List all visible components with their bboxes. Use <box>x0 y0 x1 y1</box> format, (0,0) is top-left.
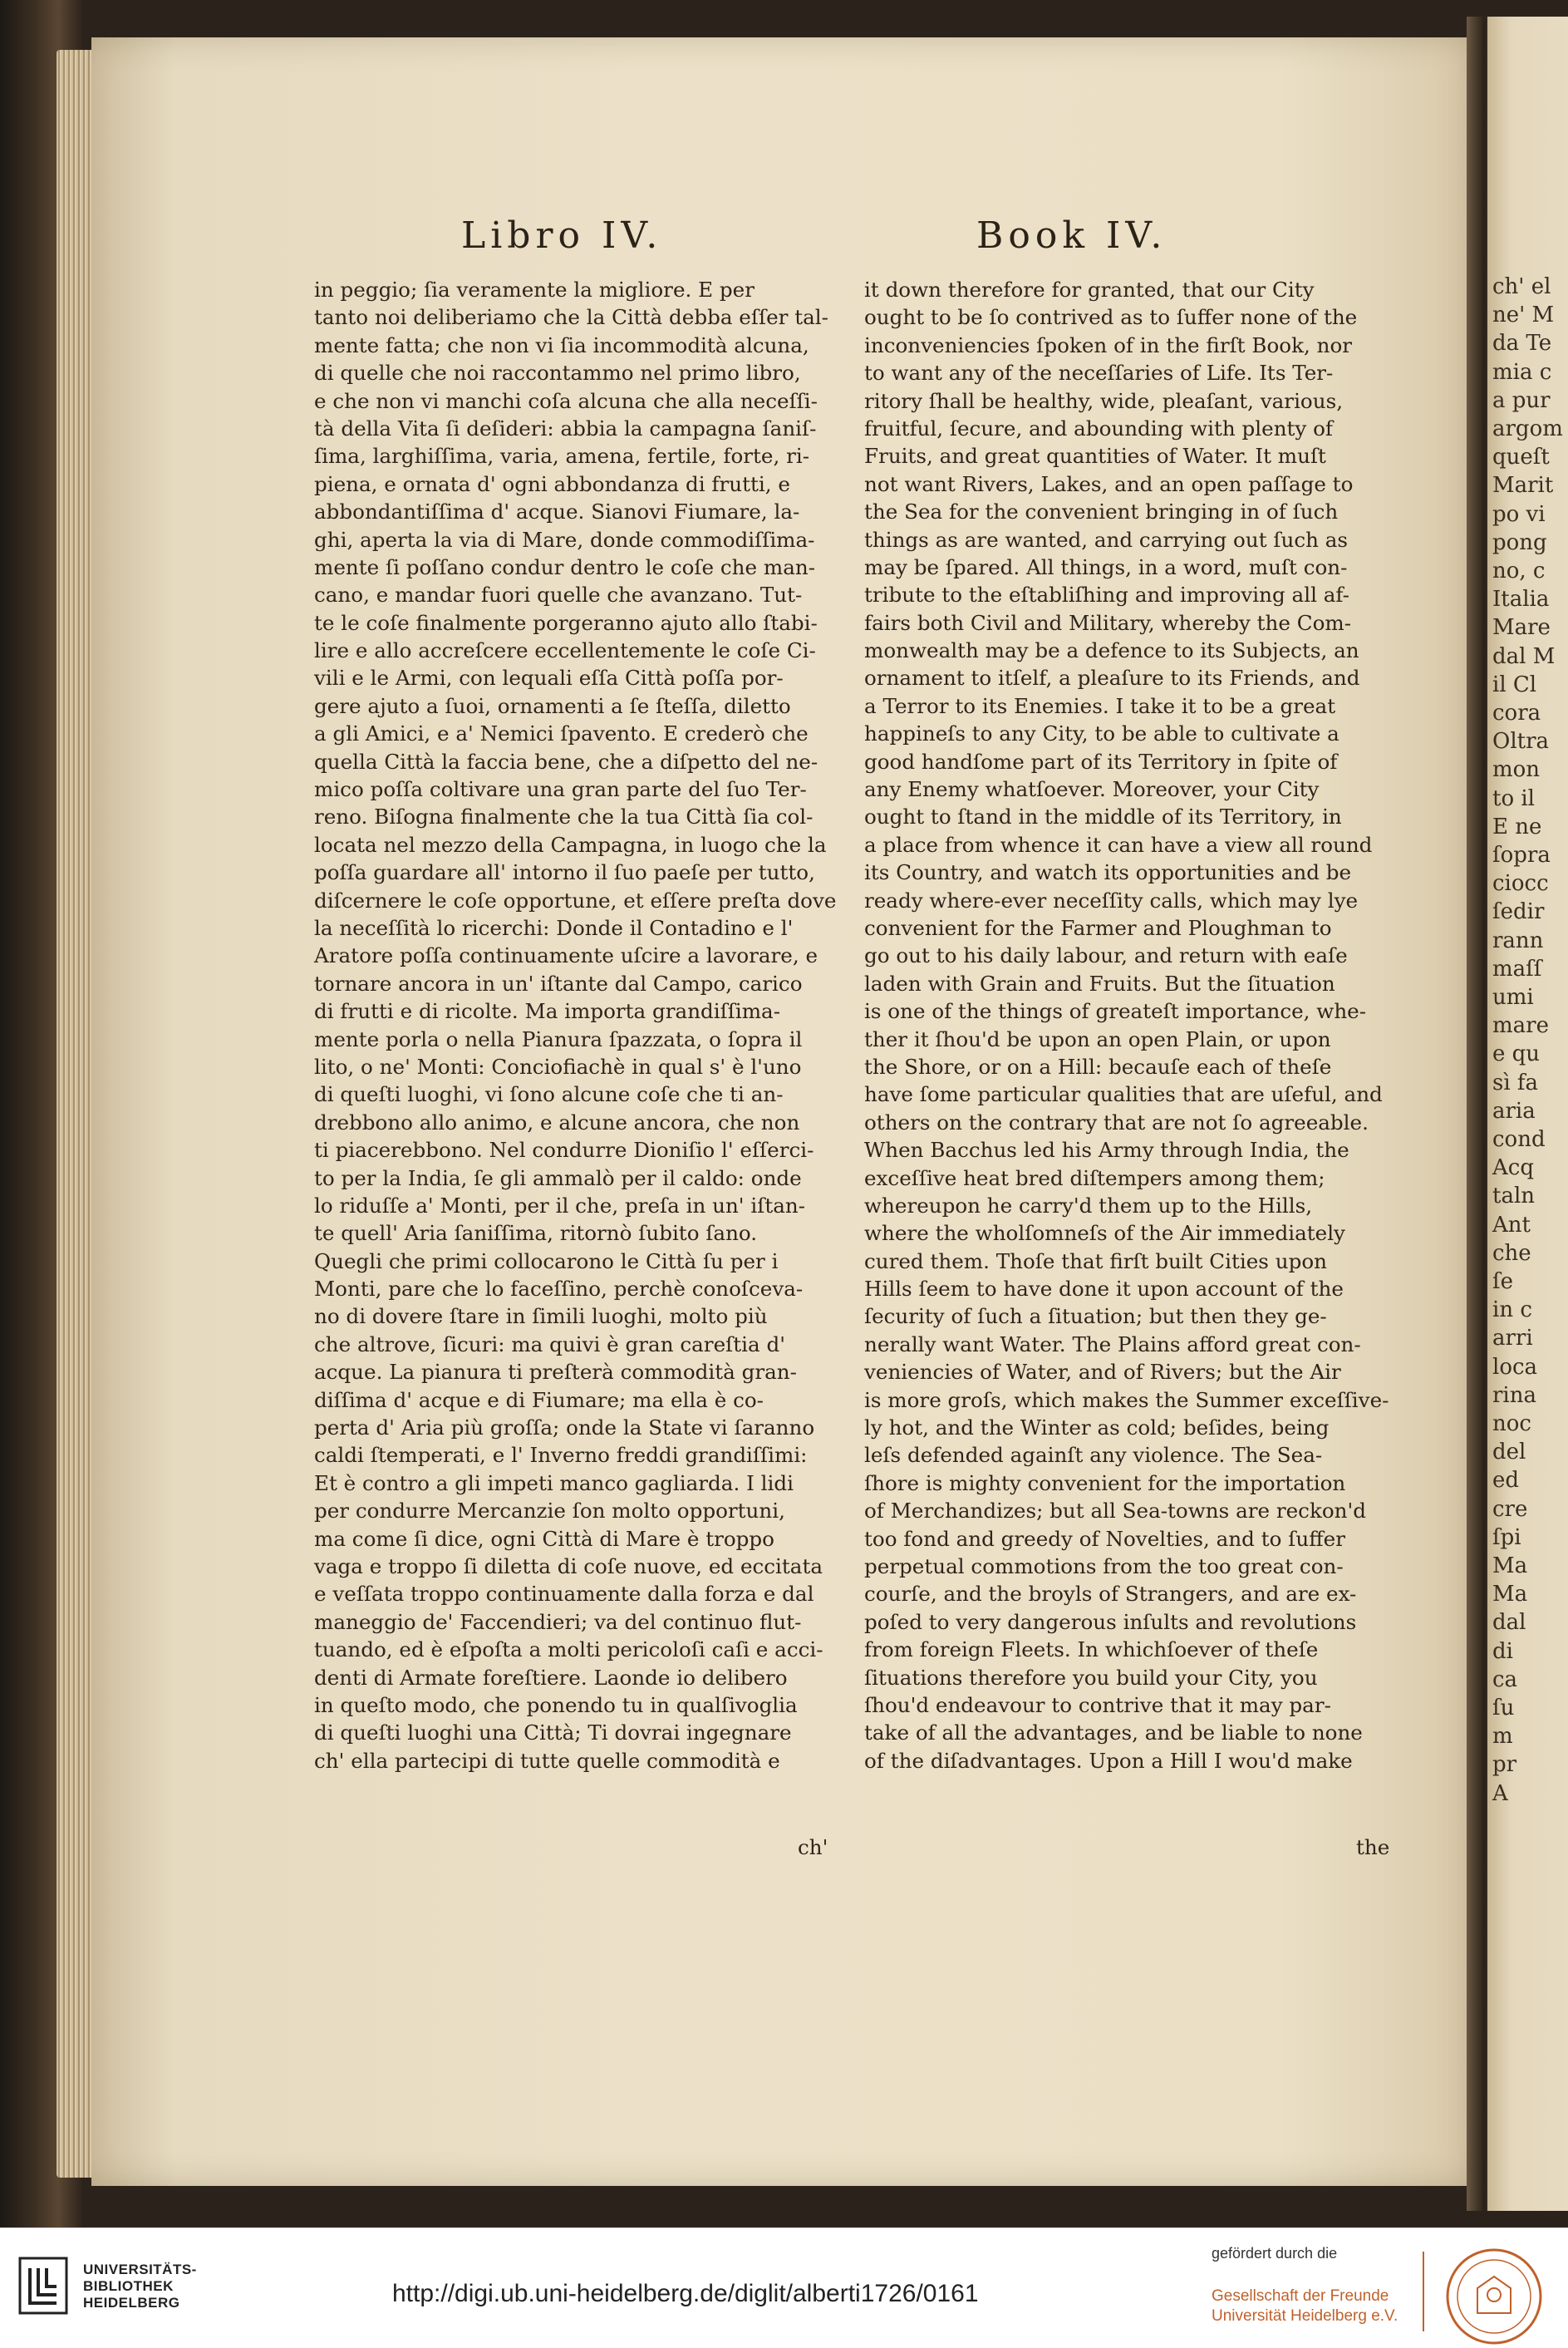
text-line: happineſs to any City, to be able to cultivate a <box>864 721 1339 746</box>
text-line: ritory ſhall be healthy, wide, pleaſant, various, <box>864 388 1344 413</box>
text-line: of the diſadvantages. Upon a Hill I wou'd make <box>864 1748 1353 1773</box>
text-line: may be ſpared. All things, in a word, muſt con- <box>864 554 1348 579</box>
text-line: mente porla o nella Pianura ſpazzata, o ſopra il <box>314 1026 803 1051</box>
text-line: vili e le Armi, con lequali eſſa Città poſſa por- <box>314 666 784 691</box>
text-line: good handſome part of its Territory in ſpite of <box>864 749 1338 774</box>
ub-heidelberg-logo-icon <box>18 2257 68 2315</box>
text-line: veniencies of Water, and of Rivers; but the Air <box>864 1360 1341 1385</box>
text-line: denti di Armate foreſtiere. Laonde io delibero <box>314 1665 788 1690</box>
text-line: inconveniencies ſpoken of in the firſt Book, nor <box>864 332 1353 357</box>
text-line: ornament to itſelf, a pleaſure to its Friends, and <box>864 666 1360 691</box>
next-page-fragment: sì fa <box>1492 1070 1539 1095</box>
text-line: lito, o ne' Monti: Conciofiachè in qual s' è l'uno <box>314 1054 802 1079</box>
text-line: its Country, and watch its opportunities and be <box>864 860 1352 885</box>
next-page-fragment: queſt <box>1492 445 1550 470</box>
next-page-fragment: no, c <box>1492 559 1546 583</box>
next-page-fragment: Mare <box>1492 615 1551 641</box>
text-line: ti piacerebbono. Nel condurre Dioniſio l' eſſerci- <box>314 1138 814 1163</box>
next-page-fragment: ſu <box>1492 1696 1515 1720</box>
text-line: caldi ſtemperati, e l' Inverno freddi grandiſſimi: <box>314 1443 808 1468</box>
text-line: lo riduſſe a' Monti, per il che, preſa in un' iſtan- <box>314 1193 806 1218</box>
latin-running-header: Libro IV. <box>461 214 663 257</box>
next-page-fragment: umi <box>1492 985 1534 1010</box>
next-page-fragment: ed <box>1492 1468 1520 1494</box>
next-page-fragment: ciocc <box>1492 871 1549 897</box>
text-line: reno. Biſogna finalmente che la tua Città ſia col- <box>314 805 813 829</box>
text-line: lire e allo accreſcere eccellentemente le coſe Ci- <box>314 638 816 663</box>
next-page-fragment: Ma <box>1492 1553 1528 1578</box>
text-line: courſe, and the broyls of Strangers, and are ex- <box>864 1582 1357 1607</box>
next-page-fragment: dal M <box>1492 643 1556 669</box>
text-line: fruitful, ſecure, and abounding with plenty of <box>864 416 1334 441</box>
text-line: of Merchandizes; but all Sea-towns are reckon'd <box>864 1499 1366 1523</box>
text-line: mente ſi poſſano condur dentro le coſe che man- <box>314 554 816 579</box>
next-page-fragment: mia c <box>1492 359 1552 385</box>
next-page-fragment: che <box>1492 1240 1531 1266</box>
next-page-fragment: Oltra <box>1492 729 1550 755</box>
text-line: diſcernere le coſe opportune, et eſſere preſta dove <box>314 888 837 913</box>
text-line: things as are wanted, and carrying out ſuch as <box>864 527 1349 552</box>
text-line: ſima, larghiſſima, varia, amena, fertile, forte, ri- <box>314 444 810 469</box>
footer-divider <box>1423 2252 1424 2331</box>
text-line: Hills ſeem to have done it upon account of the <box>864 1277 1344 1302</box>
text-line: Et è contro a gli impeti manco gagliarda. I lidi <box>314 1470 794 1495</box>
text-line: tuando, ed è eſpoſta a molti pericoloſi caſi e acci- <box>314 1637 823 1662</box>
text-line: tanto noi deliberiamo che la Città debba eſſer tal- <box>314 305 828 330</box>
latin-text-column <box>314 276 836 1775</box>
library-name <box>83 2262 197 2311</box>
text-line: ſituations therefore you build your City, you <box>864 1665 1318 1690</box>
next-page-fragment: cora <box>1492 701 1541 726</box>
next-page-fragment: m <box>1492 1724 1513 1750</box>
next-page-fragment: ſopra <box>1492 843 1551 868</box>
text-line: mico poſſa coltivare una gran parte del ſuo Ter- <box>314 777 807 802</box>
text-line: ly hot, and the Winter as cold; beſides, being <box>864 1415 1330 1440</box>
text-line: exceſſive heat bred diſtempers among them; <box>864 1165 1325 1190</box>
text-line: di queſti luoghi una Città; Ti dovrai ingegnare <box>314 1720 792 1745</box>
next-page-fragment: rina <box>1492 1382 1536 1408</box>
text-line: ma come ſi dice, ogni Città di Mare è troppo <box>314 1526 774 1551</box>
next-page-strip <box>1487 17 1568 2211</box>
text-line: di queſti luoghi, vi ſono alcune coſe che ti an- <box>314 1082 784 1107</box>
next-page-fragment: arri <box>1492 1326 1533 1351</box>
english-running-header: Book IV. <box>976 214 1167 257</box>
text-line: any Enemy whatſoever. Moreover, your City <box>864 777 1320 802</box>
text-line: che altrove, ſicuri: ma quivi è gran careſtia d' <box>314 1332 785 1356</box>
text-line: Fruits, and great quantities of Water. It muſt <box>864 444 1326 469</box>
library-name-line1: UNIVERSITÄTS- <box>83 2262 197 2277</box>
text-line: a place from whence it can have a view all round <box>864 832 1373 857</box>
text-line: it down therefore for granted, that our City <box>864 278 1315 302</box>
text-line: ghi, aperta la via di Mare, donde commodiſſima- <box>314 527 815 552</box>
text-line: tornare ancora in un' iſtante dal Campo, carico <box>314 971 803 996</box>
next-page-fragment: to il <box>1492 785 1535 811</box>
next-page-fragment: di <box>1492 1638 1513 1664</box>
next-page-fragment: ch' el <box>1492 274 1551 299</box>
text-line: ch' ella partecipi di tutte quelle commodità e <box>314 1748 780 1773</box>
text-line: the Shore, or on a Hill: becauſe each of theſe <box>864 1054 1332 1079</box>
text-line: is one of the things of greateſt importance, whe- <box>864 999 1367 1024</box>
next-page-fragment: pr <box>1492 1752 1517 1778</box>
sponsor-intro: gefördert durch die <box>1212 2245 1338 2262</box>
text-line: take of all the advantages, and be liable to none <box>864 1720 1363 1745</box>
text-line: to want any of the neceſſaries of Life. Its Ter- <box>864 361 1334 386</box>
sponsor-name-line1: Gesellschaft der Freunde <box>1212 2287 1389 2305</box>
next-page-fragment: pong <box>1492 529 1547 555</box>
text-line: perta d' Aria più groſſa; onde la State vi ſaranno <box>314 1415 815 1440</box>
next-page-fragment: ſpi <box>1492 1524 1521 1550</box>
next-page-fragment: ſedir <box>1492 899 1545 925</box>
text-line: have ſome particular qualities that are uſeful, and <box>864 1082 1383 1107</box>
next-page-fragment: Marit <box>1492 473 1554 499</box>
next-page-fragment: argom <box>1492 416 1563 441</box>
text-line: laden with Grain and Fruits. But the ſituation <box>864 971 1335 996</box>
text-line: the Sea for the convenient bringing in of ſuch <box>864 500 1339 524</box>
text-line: is more groſs, which makes the Summer exceſſive- <box>864 1387 1389 1412</box>
text-line: cano, e mandar fuori quelle che avanzano. Tut- <box>314 583 803 608</box>
next-page-fragment: ne' M <box>1492 303 1555 328</box>
sponsor-name <box>1212 2286 1398 2326</box>
text-line: tà della Vita ſi deſideri: abbia la campagna ſaniſ- <box>314 416 817 441</box>
text-line: a Terror to its Enemies. I take it to be a great <box>864 693 1336 718</box>
text-line: too fond and greedy of Novelties, and to ſuffer <box>864 1526 1345 1551</box>
next-page-fragment: po vi <box>1492 501 1546 527</box>
sponsor-name-line2: Universität Heidelberg e.V. <box>1212 2307 1398 2325</box>
next-page-fragment: del <box>1492 1440 1526 1465</box>
text-line: ſecurity of ſuch a ſituation; but then they ge- <box>864 1304 1327 1329</box>
text-line: di quelle che noi raccontammo nel primo libro, <box>314 361 801 386</box>
document-url[interactable]: http://digi.ub.uni-heidelberg.de/diglit/alberti1726/0161 <box>392 2280 979 2307</box>
next-page-fragment: A <box>1492 1780 1508 1806</box>
text-line: ther it ſhou'd be upon an open Plain, or upon <box>864 1026 1331 1051</box>
text-line: la neceſſità lo ricerchi: Donde il Contadino e l' <box>314 915 794 940</box>
next-page-fragment: maſſ <box>1492 956 1542 982</box>
next-page-fragment: aria <box>1492 1098 1536 1124</box>
text-line: go out to his daily labour, and return with eaſe <box>864 943 1348 968</box>
text-line: per condurre Mercanzie ſon molto opportuni, <box>314 1499 785 1523</box>
next-page-fragment: e qu <box>1492 1041 1541 1067</box>
next-page-fragment: E ne <box>1492 814 1542 839</box>
footer-bar <box>0 2227 1568 2348</box>
text-line: fairs both Civil and Military, whereby the Com- <box>864 610 1352 635</box>
next-page-fragment: in c <box>1492 1297 1532 1323</box>
text-line: cured them. Thoſe that firſt built Cities upon <box>864 1248 1327 1273</box>
text-line: ſhore is mighty convenient for the importation <box>864 1470 1346 1495</box>
next-page-fragment: da Te <box>1492 331 1552 357</box>
next-page-fragment: ſe <box>1492 1269 1514 1294</box>
text-line: maneggio de' Faccendieri; va del continuo flut- <box>314 1609 802 1634</box>
next-page-fragment: mon <box>1492 757 1541 783</box>
text-line: quella Città la faccia bene, che a diſpetto del ne- <box>314 749 818 774</box>
text-line: When Bacchus led his Army through India, the <box>864 1138 1349 1163</box>
text-line: nerally want Water. The Plains afford great con- <box>864 1332 1361 1356</box>
text-line: ought to be ſo contrived as to ſuffer none of the <box>864 305 1358 330</box>
next-page-fragment: Acq <box>1492 1155 1534 1181</box>
text-line: from foreign Fleets. In whichſoever of theſe <box>864 1637 1319 1662</box>
text-line: drebbono allo animo, e alcune ancora, che non <box>314 1110 800 1135</box>
text-line: Aratore poſſa continuamente uſcire a lavorare, e <box>314 943 818 968</box>
text-line: perpetual commotions from the too great con- <box>864 1553 1344 1578</box>
text-line: leſs defended againſt any violence. The Sea- <box>864 1443 1323 1468</box>
text-line: convenient for the Farmer and Ploughman to <box>864 915 1332 940</box>
text-line: diſſima d' acque e di Fiumare; ma ella è co- <box>314 1387 764 1412</box>
text-line: where the wholſomneſs of the Air immediately <box>864 1221 1345 1246</box>
text-line: mente fatta; che non vi ſia incommodità alcuna, <box>314 332 809 357</box>
english-catchword: the <box>1356 1835 1390 1859</box>
latin-catchword: ch' <box>798 1835 828 1859</box>
text-line: vaga e troppo ſi diletta di coſe nuove, ed eccitata <box>314 1553 823 1578</box>
text-line: piena, e ornata d' ogni abbondanza di frutti, e <box>314 471 790 496</box>
next-page-fragment: cre <box>1492 1496 1528 1522</box>
next-page-fragment: noc <box>1492 1411 1531 1436</box>
next-page-fragment: taln <box>1492 1184 1536 1209</box>
text-line: no di dovere ſtare in ſimili luoghi, molto più <box>314 1304 768 1329</box>
english-text-column <box>864 276 1396 1775</box>
university-seal-icon <box>1444 2247 1544 2346</box>
text-line: locata nel mezzo della Campagna, in luogo che la <box>314 832 827 857</box>
next-page-fragment: ca <box>1492 1666 1518 1692</box>
text-line: ſhou'd endeavour to contrive that it may par- <box>864 1692 1331 1717</box>
text-line: ought to ſtand in the middle of its Territory, in <box>864 805 1342 829</box>
text-line: monwealth may be a defence to its Subjects, an <box>864 638 1359 663</box>
next-page-fragment: Italia <box>1492 587 1550 613</box>
text-line: gere ajuto a ſuoi, ornamenti a ſe ſteſſa, diletto <box>314 693 791 718</box>
text-line: abbondantiſſima d' acque. Sianovi Fiumare, la- <box>314 500 800 524</box>
next-page-fragment: il Cl <box>1492 672 1537 697</box>
text-line: e veſſata troppo continuamente dalla forza e dal <box>314 1582 814 1607</box>
next-page-fragment: mare <box>1492 1013 1549 1039</box>
text-line: di frutti e di ricolte. Ma importa grandiſſima- <box>314 999 781 1024</box>
text-line: Quegli che primi collocarono le Città ſu per i <box>314 1248 779 1273</box>
text-line: ready where-ever neceſſity calls, which may lye <box>864 888 1359 913</box>
text-line: Monti, pare che lo faceſſino, perchè conoſceva- <box>314 1277 804 1302</box>
next-page-fragment: dal <box>1492 1610 1526 1636</box>
next-page-fragment: cond <box>1492 1127 1546 1152</box>
text-line: a gli Amici, e a' Nemici ſpavento. E crederò che <box>314 721 809 746</box>
text-line: tribute to the eſtabliſhing and improving all af- <box>864 583 1349 608</box>
text-line: e che non vi manchi coſa alcuna che alla neceſſi- <box>314 388 818 413</box>
text-line: to per la India, ſe gli ammalò per il caldo: onde <box>314 1165 802 1190</box>
next-page-fragment: loca <box>1492 1354 1538 1380</box>
text-line: in queſto modo, che ponendo tu in qualſivoglia <box>314 1692 798 1717</box>
library-name-line2: BIBLIOTHEK <box>83 2278 174 2294</box>
text-line: others on the contrary that are not ſo agreeable. <box>864 1110 1369 1135</box>
library-name-line3: HEIDELBERG <box>83 2295 180 2311</box>
text-line: te le coſe finalmente porgeranno ajuto allo ſtabi- <box>314 610 818 635</box>
text-line: poſed to very dangerous inſults and revolutions <box>864 1609 1357 1634</box>
next-page-fragment: a pur <box>1492 387 1551 413</box>
text-line: acque. La pianura ti preſterà commodità gran- <box>314 1360 797 1385</box>
text-line: whereupon he carry'd them up to the Hills, <box>864 1193 1313 1218</box>
next-page-fragment: rann <box>1492 928 1544 953</box>
text-line: poſſa guardare all' intorno il ſuo paeſe per tutto, <box>314 860 815 885</box>
text-line: in peggio; ſia veramente la migliore. E per <box>314 278 755 302</box>
next-page-fragment: Ant <box>1492 1212 1531 1238</box>
next-page-fragment: Ma <box>1492 1582 1528 1607</box>
text-line: not want Rivers, Lakes, and an open paſſage to <box>864 471 1354 496</box>
text-line: te quell' Aria ſaniſſima, ritornò ſubito ſano. <box>314 1221 758 1246</box>
